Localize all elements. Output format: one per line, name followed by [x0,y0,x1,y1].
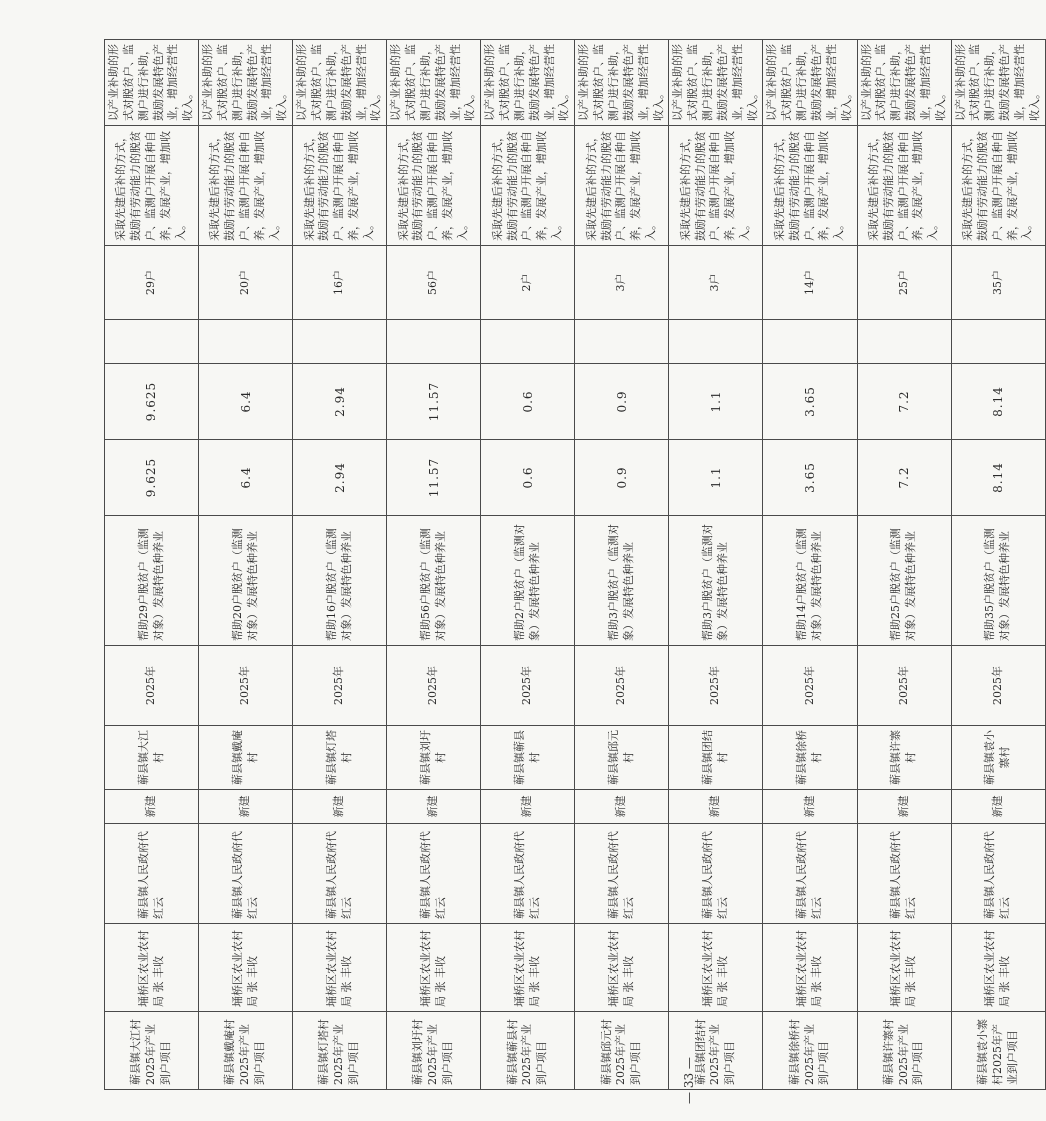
beneficiaries-cell: 29户 [105,246,199,320]
empty-cell [575,320,669,364]
table-row [387,40,481,1090]
location-cell: 蕲县镇大江村 [105,726,199,790]
effect-cell: 以产业补助的形式对脱贫户、监测户进行补助，鼓励发展特色产业，增加经营性收入。 [293,40,387,126]
year-cell: 2025年 [951,646,1045,726]
effect-cell: 以产业补助的形式对脱贫户、监测户进行补助，鼓励发展特色产业，增加经营性收入。 [481,40,575,126]
effect-cell: 以产业补助的形式对脱贫户、监测户进行补助，鼓励发展特色产业，增加经营性收入。 [763,40,857,126]
effect-cell: 以产业补助的形式对脱贫户、监测户进行补助，鼓励发展特色产业，增加经营性收入。 [951,40,1045,126]
construction-type-cell: 新建 [387,790,481,824]
mechanism-cell: 采取先建后补的方式，鼓励有劳动能力的脱贫户、监测户开展自种自养，发展产业，增加收入。 [857,126,951,246]
beneficiaries-cell: 56户 [387,246,481,320]
construction-type-cell: 新建 [105,790,199,824]
location-cell: 蕲县镇蕲县村 [481,726,575,790]
department-cell: 埇桥区农业农村局 张 丰收 [293,924,387,1012]
project-name-cell: 蕲县镇刘圩村2025年产业到户项目 [387,1012,481,1090]
implementing-unit-cell: 蕲县镇人民政府代红云 [105,824,199,924]
table-row [763,40,857,1090]
empty-cell [293,320,387,364]
location-cell: 蕲县镇刘圩村 [387,726,481,790]
project-name-cell: 蕲县镇袁小寨村2025年产业到户项目 [951,1012,1045,1090]
content-cell: 帮助2户脱贫户（监测对象）发展特色种养业 [481,516,575,646]
mechanism-cell: 采取先建后补的方式，鼓励有劳动能力的脱贫户、监测户开展自种自养，发展产业，增加收入。 [105,126,199,246]
department-cell: 埇桥区农业农村局 张 丰收 [199,924,293,1012]
table-row [481,40,575,1090]
content-cell: 帮助3户脱贫户（监测对象）发展特色种养业 [669,516,763,646]
fund-amount-cell: 9.625 [105,364,199,440]
mechanism-cell: 采取先建后补的方式，鼓励有劳动能力的脱贫户、监测户开展自种自养，发展产业，增加收入。 [387,126,481,246]
fund-amount-cell: 11.57 [387,364,481,440]
fund-amount-cell: 1.1 [669,364,763,440]
year-cell: 2025年 [575,646,669,726]
project-name-cell: 蕲县镇灯塔村2025年产业到户项目 [293,1012,387,1090]
mechanism-cell: 采取先建后补的方式，鼓励有劳动能力的脱贫户、监测户开展自种自养，发展产业，增加收入。 [669,126,763,246]
total-investment-cell: 11.57 [387,440,481,516]
project-name-cell: 蕲县镇戴庵村2025年产业到户项目 [199,1012,293,1090]
total-investment-cell: 8.14 [951,440,1045,516]
table-row [575,40,669,1090]
department-cell: 埇桥区农业农村局 张 丰收 [481,924,575,1012]
total-investment-cell: 3.65 [763,440,857,516]
implementing-unit-cell: 蕲县镇人民政府代红云 [857,824,951,924]
construction-type-cell: 新建 [763,790,857,824]
project-name-cell: 蕲县镇徐桥村2025年产业到户项目 [763,1012,857,1090]
beneficiaries-cell: 14户 [763,246,857,320]
table-body [105,40,1046,1090]
beneficiaries-cell: 25户 [857,246,951,320]
total-investment-cell: 9.625 [105,440,199,516]
total-investment-cell: 2.94 [293,440,387,516]
year-cell: 2025年 [763,646,857,726]
effect-cell: 以产业补助的形式对脱贫户、监测户进行补助，鼓励发展特色产业，增加经营性收入。 [857,40,951,126]
empty-cell [763,320,857,364]
table-row [199,40,293,1090]
content-cell: 帮助29户脱贫户（监测对象）发展特色种养业 [105,516,199,646]
location-cell: 蕲县镇许寨村 [857,726,951,790]
department-cell: 埇桥区农业农村局 张 丰收 [575,924,669,1012]
table-row [105,40,199,1090]
beneficiaries-cell: 3户 [669,246,763,320]
construction-type-cell: 新建 [669,790,763,824]
total-investment-cell: 0.9 [575,440,669,516]
total-investment-cell: 7.2 [857,440,951,516]
department-cell: 埇桥区农业农村局 张 丰收 [857,924,951,1012]
department-cell: 埇桥区农业农村局 张 丰收 [105,924,199,1012]
year-cell: 2025年 [293,646,387,726]
fund-amount-cell: 8.14 [951,364,1045,440]
department-cell: 埇桥区农业农村局 张 丰收 [669,924,763,1012]
location-cell: 蕲县镇邱元村 [575,726,669,790]
table-row [669,40,763,1090]
beneficiaries-cell: 20户 [199,246,293,320]
construction-type-cell: 新建 [575,790,669,824]
year-cell: 2025年 [857,646,951,726]
project-name-cell: 蕲县镇邱元村2025年产业到户项目 [575,1012,669,1090]
fund-amount-cell: 0.6 [481,364,575,440]
year-cell: 2025年 [105,646,199,726]
implementing-unit-cell: 蕲县镇人民政府代红云 [199,824,293,924]
effect-cell: 以产业补助的形式对脱贫户、监测户进行补助，鼓励发展特色产业，增加经营性收入。 [575,40,669,126]
location-cell: 蕲县镇团结村 [669,726,763,790]
mechanism-cell: 采取先建后补的方式，鼓励有劳动能力的脱贫户、监测户开展自种自养，发展产业，增加收入。 [199,126,293,246]
project-name-cell: 蕲县镇蕲县村2025年产业到户项目 [481,1012,575,1090]
project-name-cell: 蕲县镇团结村2025年产业到户项目 [669,1012,763,1090]
content-cell: 帮助16户脱贫户（监测对象）发展特色种养业 [293,516,387,646]
content-cell: 帮助56户脱贫户（监测对象）发展特色种养业 [387,516,481,646]
location-cell: 蕲县镇徐桥村 [763,726,857,790]
implementing-unit-cell: 蕲县镇人民政府代红云 [387,824,481,924]
content-cell: 帮助35户脱贫户（监测对象）发展特色种养业 [951,516,1045,646]
table-row [293,40,387,1090]
location-cell: 蕲县镇灯塔村 [293,726,387,790]
construction-type-cell: 新建 [293,790,387,824]
empty-cell [481,320,575,364]
beneficiaries-cell: 35户 [951,246,1045,320]
effect-cell: 以产业补助的形式对脱贫户、监测户进行补助，鼓励发展特色产业，增加经营性收入。 [199,40,293,126]
year-cell: 2025年 [481,646,575,726]
project-name-cell: 蕲县镇大江村2025年产业到户项目 [105,1012,199,1090]
implementing-unit-cell: 蕲县镇人民政府代红云 [763,824,857,924]
location-cell: 蕲县镇袁小寨村 [951,726,1045,790]
total-investment-cell: 6.4 [199,440,293,516]
content-cell: 帮助25户脱贫户（监测对象）发展特色种养业 [857,516,951,646]
content-cell: 帮助14户脱贫户（监测对象）发展特色种养业 [763,516,857,646]
content-cell: 帮助3户脱贫户（监测对象）发展特色种养业 [575,516,669,646]
department-cell: 埇桥区农业农村局 张 丰收 [387,924,481,1012]
empty-cell [199,320,293,364]
year-cell: 2025年 [669,646,763,726]
implementing-unit-cell: 蕲县镇人民政府代红云 [293,824,387,924]
project-table [104,39,1046,1090]
implementing-unit-cell: 蕲县镇人民政府代红云 [669,824,763,924]
project-name-cell: 蕲县镇许寨村2025年产业到户项目 [857,1012,951,1090]
fund-amount-cell: 0.9 [575,364,669,440]
mechanism-cell: 采取先建后补的方式，鼓励有劳动能力的脱贫户、监测户开展自种自养，发展产业，增加收入。 [293,126,387,246]
effect-cell: 以产业补助的形式对脱贫户、监测户进行补助，鼓励发展特色产业，增加经营性收入。 [105,40,199,126]
implementing-unit-cell: 蕲县镇人民政府代红云 [481,824,575,924]
total-investment-cell: 0.6 [481,440,575,516]
department-cell: 埇桥区农业农村局 张 丰收 [951,924,1045,1012]
year-cell: 2025年 [387,646,481,726]
mechanism-cell: 采取先建后补的方式，鼓励有劳动能力的脱贫户、监测户开展自种自养，发展产业，增加收入。 [575,126,669,246]
construction-type-cell: 新建 [199,790,293,824]
empty-cell [105,320,199,364]
fund-amount-cell: 7.2 [857,364,951,440]
implementing-unit-cell: 蕲县镇人民政府代红云 [575,824,669,924]
empty-cell [387,320,481,364]
empty-cell [951,320,1045,364]
department-cell: 埇桥区农业农村局 张 丰收 [763,924,857,1012]
mechanism-cell: 采取先建后补的方式，鼓励有劳动能力的脱贫户、监测户开展自种自养，发展产业，增加收入。 [481,126,575,246]
location-cell: 蕲县镇戴庵村 [199,726,293,790]
table-row [857,40,951,1090]
total-investment-cell: 1.1 [669,440,763,516]
content-cell: 帮助20户脱贫户（监测对象）发展特色种养业 [199,516,293,646]
fund-amount-cell: 6.4 [199,364,293,440]
fund-amount-cell: 2.94 [293,364,387,440]
beneficiaries-cell: 2户 [481,246,575,320]
year-cell: 2025年 [199,646,293,726]
construction-type-cell: 新建 [857,790,951,824]
page-number: — 33 — [682,1057,696,1104]
effect-cell: 以产业补助的形式对脱贫户、监测户进行补助，鼓励发展特色产业，增加经营性收入。 [669,40,763,126]
implementing-unit-cell: 蕲县镇人民政府代红云 [951,824,1045,924]
table-row [951,40,1045,1090]
construction-type-cell: 新建 [951,790,1045,824]
fund-amount-cell: 3.65 [763,364,857,440]
mechanism-cell: 采取先建后补的方式，鼓励有劳动能力的脱贫户、监测户开展自种自养，发展产业，增加收入。 [763,126,857,246]
empty-cell [857,320,951,364]
mechanism-cell: 采取先建后补的方式，鼓励有劳动能力的脱贫户、监测户开展自种自养，发展产业，增加收入。 [951,126,1045,246]
empty-cell [669,320,763,364]
construction-type-cell: 新建 [481,790,575,824]
effect-cell: 以产业补助的形式对脱贫户、监测户进行补助，鼓励发展特色产业，增加经营性收入。 [387,40,481,126]
beneficiaries-cell: 16户 [293,246,387,320]
beneficiaries-cell: 3户 [575,246,669,320]
